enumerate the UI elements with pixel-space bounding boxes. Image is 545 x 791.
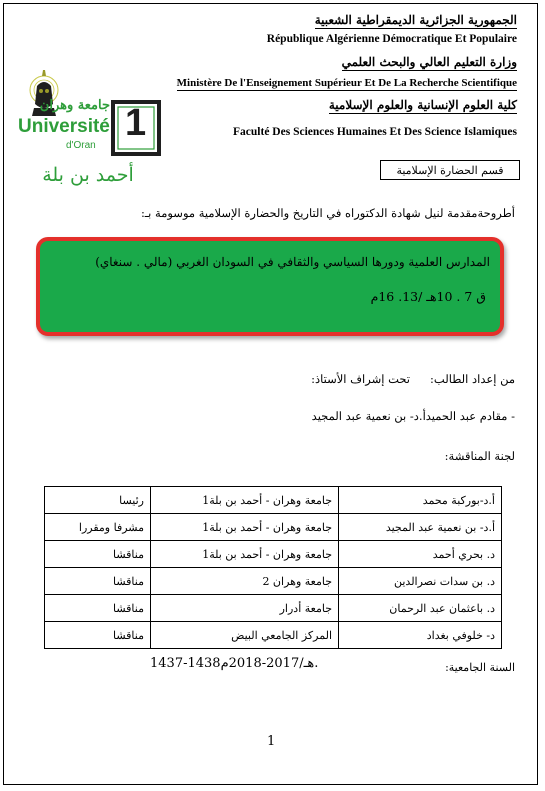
jury-role: مشرفا ومقررا: [45, 514, 151, 541]
jury-role: مناقشا: [45, 595, 151, 622]
table-row: [45, 568, 502, 595]
jury-institution: جامعة أدرار: [151, 595, 339, 622]
jury-role: مناقشا: [45, 622, 151, 649]
logo-university-ar: جامعة وهران: [39, 98, 110, 113]
university-logo: [14, 64, 164, 199]
names-line: - مقادم عبد الحميدأ.د- بن نعمية عبد المجيد: [311, 409, 515, 423]
table-row: [45, 541, 502, 568]
faculty-fr: Faculté Des Sciences Humaines Et Des Science Islamiques: [233, 126, 517, 138]
academic-year: 1437-1438هـ/2017-2018م.: [150, 656, 319, 671]
jury-institution: جامعة وهران - أحمد بن بلة1: [151, 541, 339, 568]
thesis-intro: أطروحةمقدمة لنيل شهادة الدكتوراه في التاريخ والحضارة الإسلامية موسومة بـ:: [140, 206, 515, 220]
republic-fr: République Algérienne Démocratique Et Populaire: [266, 33, 517, 45]
jury-name: أ.د-بوركبة محمد: [339, 487, 502, 514]
prepared-by-label: من إعداد الطالب:: [430, 372, 515, 386]
academic-year-label: السنة الجامعية:: [445, 661, 515, 674]
jury-role: رئيسا: [45, 487, 151, 514]
jury-name: د. بحري أحمد: [339, 541, 502, 568]
jury-role: مناقشا: [45, 541, 151, 568]
ministry-fr: Ministère De l'Enseignement Supérieur Et De La Recherche Scientifique: [176, 77, 517, 89]
table-row: [45, 622, 502, 649]
logo-city: d'Oran: [66, 140, 96, 151]
logo-university-fr: Université: [18, 116, 110, 137]
jury-name: د. باعثمان عبد الرحمان: [339, 595, 502, 622]
table-row: [45, 595, 502, 622]
table-row: [45, 487, 502, 514]
thesis-title-box: [36, 237, 504, 336]
jury-name: أ.د- بن نعمية عبد المجيد: [339, 514, 502, 541]
jury-institution: جامعة وهران - أحمد بن بلة1: [151, 514, 339, 541]
jury-name: د. بن سدات نصرالدين: [339, 568, 502, 595]
table-row: [45, 514, 502, 541]
jury-institution: جامعة وهران - أحمد بن بلة1: [151, 487, 339, 514]
thesis-date: ق 7 . 10هـ /13. 16م: [370, 289, 486, 304]
jury-name: د- خلوفي بغداد: [339, 622, 502, 649]
jury-institution: جامعة وهران 2: [151, 568, 339, 595]
committee-label: لجنة المناقشة:: [444, 449, 515, 463]
jury-role: مناقشا: [45, 568, 151, 595]
thesis-title: المدارس العلمية ودورها السياسي والثقافي في السودان الغربي (مالي . سنغاي): [95, 255, 490, 269]
faculty-ar: كلية العلوم الإنسانية والعلوم الإسلامية: [328, 98, 517, 112]
supervision-label: تحت إشراف الأستاذ:: [311, 372, 410, 386]
page-number: 1: [267, 734, 276, 749]
logo-number: 1: [125, 102, 147, 144]
logo-founder-ar: أحمد بن بلة: [42, 164, 134, 186]
republic-ar: الجمهورية الجزائرية الديمقراطية الشعبية: [314, 13, 517, 27]
department-box: قسم الحضارة الإسلامية: [380, 160, 520, 180]
ministry-ar: وزارة التعليم العالي والبحث العلمي: [341, 55, 517, 69]
jury-table: [44, 486, 502, 649]
jury-institution: المركز الجامعي البيض: [151, 622, 339, 649]
